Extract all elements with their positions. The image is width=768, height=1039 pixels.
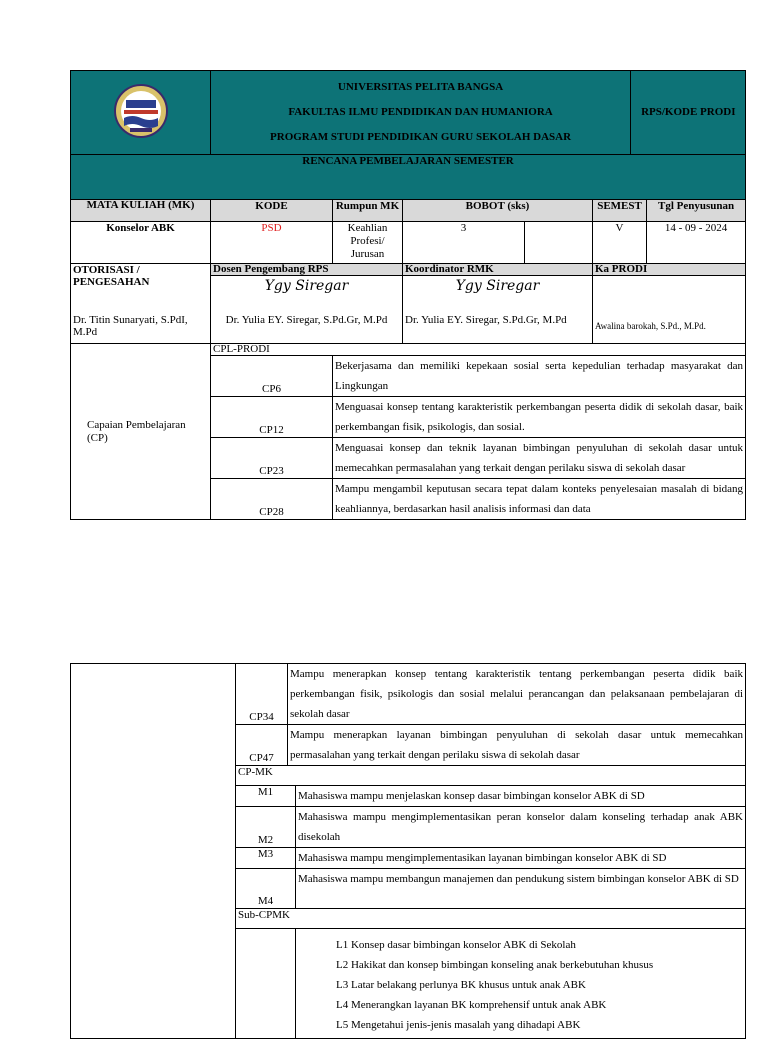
otorisasi-name: Dr. Titin Sunaryati, S.PdI, M.Pd [73, 314, 188, 338]
cpmk-code: M3 [236, 848, 296, 869]
kode-header: KODE [211, 200, 333, 222]
cpl-header: CPL-PRODI [211, 344, 746, 356]
cp-code: CP12 [211, 397, 333, 438]
rumpun-header: Rumpun MK [333, 200, 403, 222]
cp-code: CP34 [236, 664, 288, 725]
subcpmk-item: L1 Konsep dasar bimbingan konselor ABK di Sekolah [336, 939, 576, 951]
semester-value: V [593, 222, 647, 264]
mk-value: Konselor ABK [71, 222, 211, 264]
dosen-header: Dosen Pengembang RPS [211, 264, 403, 276]
cp-text: Menguasai konsep dan teknik layanan bimbingan penyuluhan di sekolah dasar untuk memecahkan permasalahan yang terkait dengan perilaku siswa di sekolah dasar [333, 438, 746, 479]
subcpmk-item: L4 Menerangkan layanan BK komprehensif untuk anak ABK [336, 999, 607, 1011]
dosen-cell [211, 276, 403, 344]
code-label: RPS/KODE PRODI [631, 71, 746, 155]
cp-code: CP23 [211, 438, 333, 479]
koordinator-signature: Ygy Siregar [455, 278, 540, 294]
subcpmk-blank [236, 929, 296, 1039]
bobot-value: 3 [403, 222, 525, 264]
kode-value: PSD [211, 222, 333, 264]
cpmk-code: M1 [236, 786, 296, 807]
otorisasi-cell [71, 264, 211, 344]
header-titles [211, 71, 631, 155]
cp-code: CP28 [211, 479, 333, 520]
cpmk-code: M2 [236, 807, 296, 848]
subcpmk-header: Sub-CPMK [236, 909, 746, 929]
koordinator-header: Koordinator RMK [403, 264, 593, 276]
tgl-value: 14 - 09 - 2024 [647, 222, 746, 264]
rps-table-page1 [70, 70, 746, 520]
semester-header: SEMEST [593, 200, 647, 222]
cp-code: CP6 [211, 356, 333, 397]
doc-title: RENCANA PEMBELAJARAN SEMESTER [71, 155, 746, 200]
cp-text: Mampu menerapkan layanan bimbingan penyuluhan di sekolah dasar untuk memecahkan permasalahan yang terkait dengan perilaku siswa di sekolah dasar [288, 725, 746, 766]
subcpmk-list [296, 929, 746, 1039]
subcpmk-item: L2 Hakikat dan konsep bimbingan konseling anak berkebutuhan khusus [336, 959, 654, 971]
otorisasi-header: OTORISASI / PENGESAHAN [73, 264, 150, 288]
cp-text: Menguasai konsep tentang karakteristik perkembangan peserta didik di sekolah dasar, baik perkembangan fisik, psikologis, dan sosial. [333, 397, 746, 438]
university-name: UNIVERSITAS PELITA BANGSA [337, 81, 504, 93]
cp-text: Mampu menerapkan konsep tentang karakteristik tentang perkembangan peserta didik baik perkembangan fisik, psikologis dan sosial melalui perancangan dan pelaksanaan pembelajaran di sekolah dasar [288, 664, 746, 725]
mk-header: MATA KULIAH (MK) [71, 200, 211, 222]
tgl-header: Tgl Penyusunan [647, 200, 746, 222]
subcpmk-item: L5 Mengetahui jenis-jenis masalah yang dihadapi ABK [336, 1019, 581, 1031]
cpmk-text: Mahasiswa mampu mengimplementasikan layanan bimbingan konselor ABK di SD [296, 848, 746, 869]
program-name: PROGRAM STUDI PENDIDIKAN GURU SEKOLAH DASAR [270, 131, 572, 143]
kaprodi-header: Ka PRODI [593, 264, 746, 276]
dosen-name: Dr. Yulia EY. Siregar, S.Pd.Gr, M.Pd [225, 314, 388, 326]
rps-table-page2 [70, 663, 746, 1039]
faculty-name: FAKULTAS ILMU PENDIDIKAN DAN HUMANIORA [288, 106, 553, 118]
cpmk-text: Mahasiswa mampu membangun manajemen dan pendukung sistem bimbingan konselor ABK di SD [296, 869, 746, 909]
bobot-extra [525, 222, 593, 264]
dosen-signature: Ygy Siregar [264, 278, 349, 294]
logo-cell [71, 71, 211, 155]
koordinator-cell [403, 276, 593, 344]
cpmk-text: Mahasiswa mampu mengimplementasikan peran konselor dalam konseling terhadap anak ABK disekolah [296, 807, 746, 848]
left-blank-cell [71, 664, 236, 1039]
koordinator-name: Dr. Yulia EY. Siregar, S.Pd.Gr, M.Pd [405, 314, 567, 326]
rumpun-value: Keahlian Profesi/ Jurusan [333, 222, 403, 264]
cp-label: Capaian Pembelajaran (CP) [71, 344, 211, 520]
cpmk-header: CP-MK [236, 766, 746, 786]
cp-text: Bekerjasama dan memiliki kepekaan sosial serta kepedulian terhadap masyarakat dan Lingkungan [333, 356, 746, 397]
university-logo [110, 82, 172, 140]
cpmk-code: M4 [236, 869, 296, 909]
cpmk-text: Mahasiswa mampu menjelaskan konsep dasar bimbingan konselor ABK di SD [296, 786, 746, 807]
bobot-header: BOBOT (sks) [403, 200, 593, 222]
subcpmk-item: L3 Latar belakang perlunya BK khusus untuk anak ABK [336, 979, 586, 991]
cp-code: CP47 [236, 725, 288, 766]
cp-text: Mampu mengambil keputusan secara tepat dalam konteks penyelesaian masalah di bidang keahliannya, berdasarkan hasil analisis informasi dan data [333, 479, 746, 520]
kaprodi-name: Awalina barokah, S.Pd., M.Pd. [593, 276, 746, 344]
